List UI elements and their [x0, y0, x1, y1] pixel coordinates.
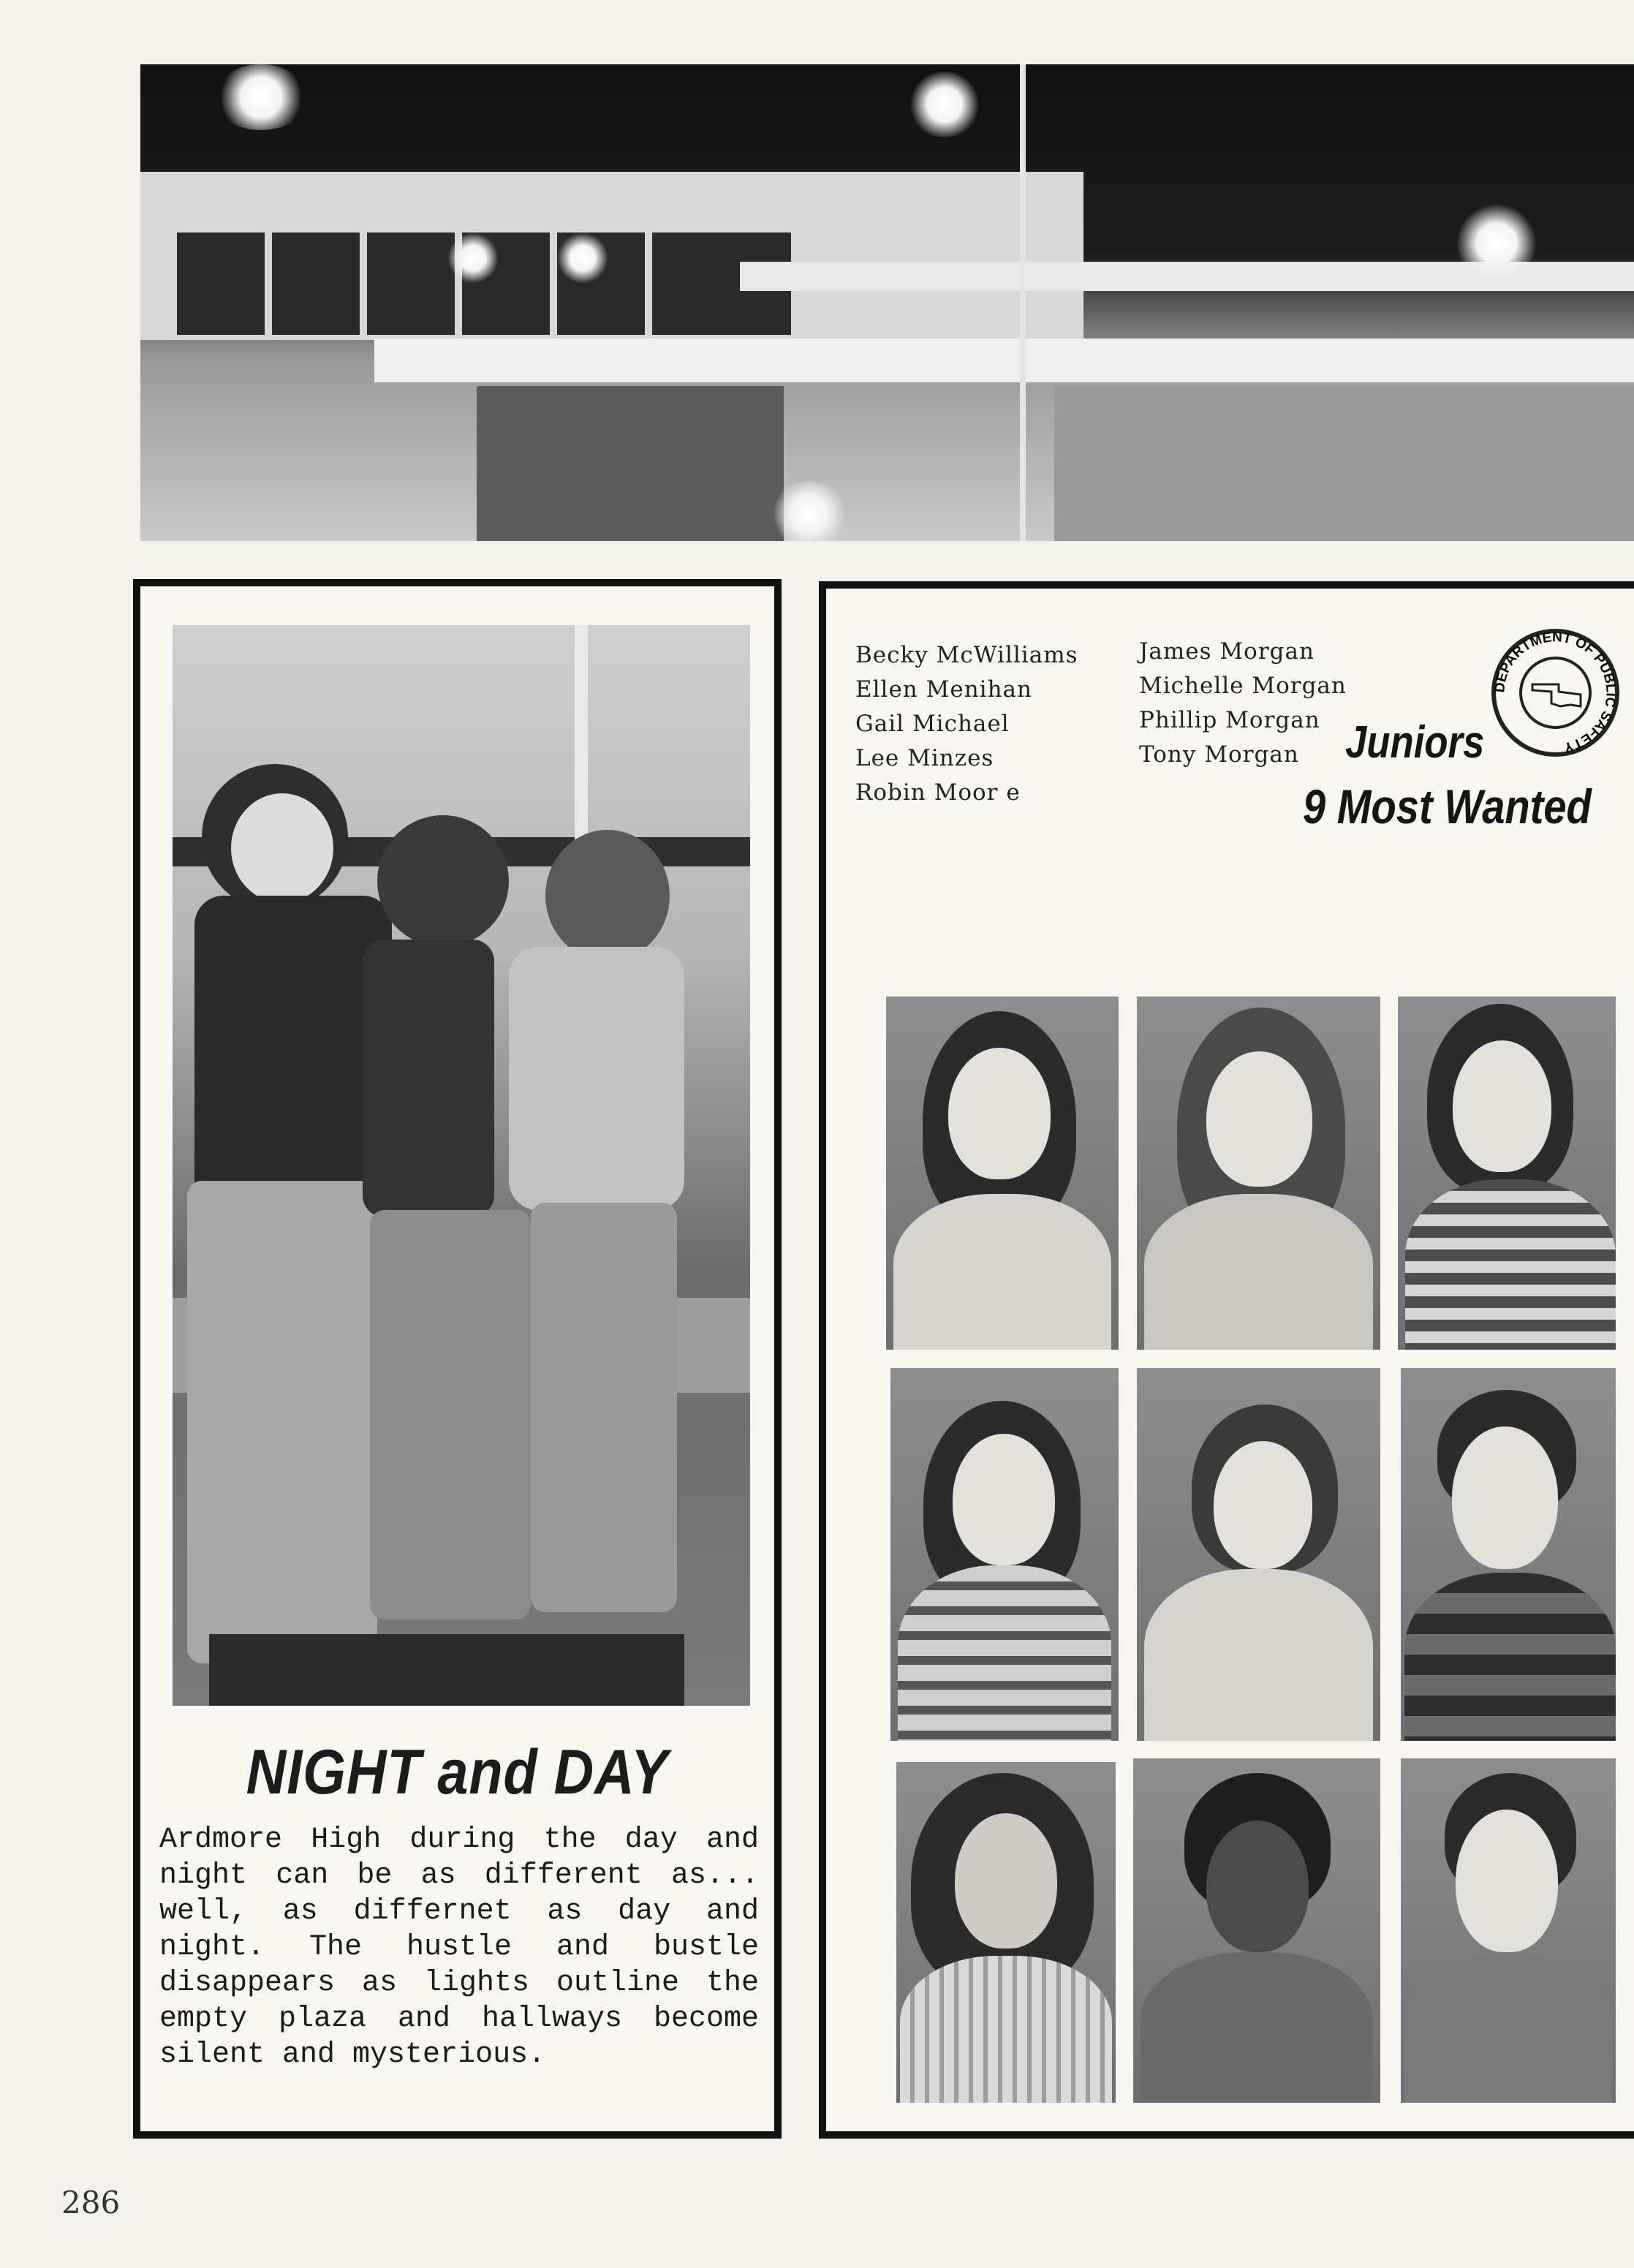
light-pole: [1020, 64, 1026, 541]
feature-title: NIGHT and DAY: [246, 1737, 669, 1807]
student-portrait: [1133, 1758, 1380, 2103]
night-plaza-photo: [140, 64, 1634, 541]
seal-text: DEPARTMENT OF PUBLIC SAFETY: [1492, 630, 1619, 755]
student-name: James Morgan: [1139, 638, 1315, 665]
student-name: Becky McWilliams: [855, 642, 1078, 668]
page-number: 286: [61, 2185, 121, 2220]
student-portrait: [1401, 1758, 1616, 2103]
student-hoodie: [509, 947, 684, 1210]
student-name: Ellen Menihan: [855, 676, 1033, 703]
lamp-glow: [769, 481, 850, 547]
student-hair: [545, 830, 670, 961]
student-portrait: [1401, 1368, 1616, 1741]
most-wanted-heading: 9 Most Wanted: [1303, 779, 1592, 834]
plaza-ledge: [374, 339, 1634, 382]
building-window: [272, 233, 360, 335]
student-hair: [377, 815, 509, 947]
lamp-glow: [447, 233, 499, 284]
student-portrait: [1137, 1368, 1380, 1741]
seal-lettering: [1491, 629, 1619, 757]
lamp-glow: [1456, 203, 1537, 284]
juniors-heading: Juniors: [1345, 717, 1485, 768]
student-portrait: [890, 1368, 1119, 1741]
student-portrait: [896, 1762, 1116, 2103]
feature-body-text: Ardmore High during the day and night can be as different as... well, as differnet as day and night. The hustle and bustle disappears as lights outline the empty plaza and hallways become silent and mysterious.: [159, 1823, 759, 2071]
lamp-glow: [557, 233, 608, 284]
dancing-students-photo: [173, 625, 750, 1706]
lamp-glow: [908, 72, 981, 137]
student-name: Phillip Morgan: [1139, 707, 1320, 733]
student-portrait: [1398, 997, 1616, 1350]
student-name: Lee Minzes: [855, 745, 994, 771]
student-portrait: [886, 997, 1119, 1350]
student-name: Michelle Morgan: [1139, 673, 1347, 699]
student-shirt: [363, 940, 494, 1217]
student-jeans: [531, 1203, 677, 1612]
student-name: Tony Morgan: [1139, 741, 1299, 768]
student-name: Gail Michael: [855, 711, 1010, 737]
student-face: [231, 793, 333, 903]
student-portrait: [1137, 997, 1380, 1350]
building-window: [177, 233, 265, 335]
student-jeans: [370, 1210, 531, 1619]
plaza-pavement: [1054, 386, 1634, 541]
building-window: [367, 233, 455, 335]
planter-wall: [477, 386, 784, 541]
lamp-glow: [213, 64, 309, 130]
student-name: Robin Moor e: [855, 779, 1021, 806]
student-jeans: [187, 1181, 377, 1663]
flag-pole: [575, 625, 588, 844]
name-list-column-1: [855, 638, 1141, 810]
barrel-tops: [209, 1634, 684, 1706]
